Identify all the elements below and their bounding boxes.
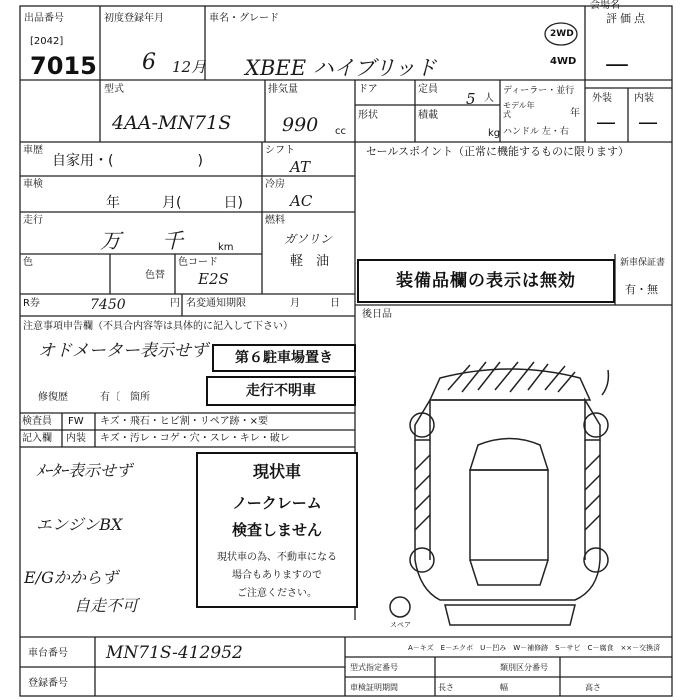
shift-value: AT [290,158,311,176]
status-line-2: ノークレーム [232,494,322,512]
first-reg-month: 12月 [172,58,207,76]
first-reg-year: 6 [142,50,156,75]
interior-tag: 内装 [66,433,86,444]
status-box [196,452,358,608]
car-diagram [390,362,608,625]
mileage-value: 万 千 [100,229,193,253]
inspection-value: 年 月( 日) [106,195,243,211]
dealer-label: ディーラー・並行 [503,86,575,96]
repair-label: 修復歴 [38,392,68,403]
fw-tag: FW [68,416,84,427]
shape-label: 形状 [358,110,378,121]
venue-label: 会場名 [590,0,620,11]
drive-2wd: 2WD [550,29,574,39]
recycle-value: 7450 [90,297,126,313]
not-running-badge: 走行不明車 [206,376,356,406]
recorder-label: 記入欄 [22,433,52,444]
warranty-value: 有・無 [625,283,658,296]
color-label: 色 [23,257,33,268]
reg-label: 登録番号 [28,678,68,689]
lot-label: 出品番号 [24,13,64,24]
mileage-label: 走行 [23,215,43,226]
color-change-label: 色替 [145,270,165,281]
equipment-notice: 装備品欄の表示は無効 [357,259,615,303]
load-label: 積載 [418,110,438,121]
exterior-label: 外装 [592,93,612,104]
status-note-2: 場合もありますので [232,570,322,581]
shift-label: シフト [265,145,295,156]
length-label: 長さ [438,683,454,692]
ac-label: 冷房 [265,179,285,190]
form-label: 型式指定番号 [350,663,398,672]
recycle-label: R券 [23,298,40,309]
exterior-value: — [596,110,616,134]
later-date-label: 後日品 [362,309,392,320]
hw-line-4: 自走不可 [74,596,139,615]
color-code-value: E2S [198,270,229,288]
score-value: — [605,50,629,78]
model-year-label: モデル年式 [503,101,535,119]
chassis-label: 車台番号 [28,648,68,659]
persons-unit: 人 [484,93,494,104]
notes-label: 注意事項申告欄（不具合内容等は具体的に記入して下さい） [23,321,293,332]
km-unit: km [218,242,234,253]
category-label: 類別区分番号 [500,663,548,672]
drive-4wd: 4WD [550,56,577,67]
parking-badge: 第６駐車場置き [212,344,356,372]
cc-unit: cc [335,126,346,137]
displacement-label: 排気量 [268,84,298,95]
year-unit: 年 [570,108,580,119]
lot-number: 7015 [30,52,97,80]
repair-value: 有〔 箇所 [100,392,150,403]
warranty-label: 新車保証書 [620,258,666,268]
fw-legend: キズ・飛石・ヒビ割・リペア跡・×要 [100,416,268,427]
status-note-1: 現状車の為、不動車になる [217,552,337,563]
car-name: XBEE ハイブリッド [245,56,437,80]
kg-unit: kg [488,128,501,139]
hw-line-2: エンジンBX [36,515,123,534]
model-label: 型式 [104,84,124,95]
capacity-label: 定員 [418,84,438,95]
chassis-value: MN71S-412952 [106,643,243,663]
handle-label: ハンドル 左・右 [503,127,569,137]
inspection-label: 車検 [23,179,43,190]
name-change-date: 月 日 [290,298,340,309]
car-name-label: 車名・グレード [209,13,279,24]
lot-code: [2042] [30,36,64,47]
status-note-3: ご注意ください。 [237,588,317,599]
sales-point-label: セールスポイント（正常に機能するものに限ります） [366,145,630,158]
first-reg-label: 初度登録年月 [104,13,164,24]
yen-unit: 円 [170,298,180,309]
interior-legend: キズ・汚レ・コゲ・穴・スレ・キレ・破レ [100,433,290,444]
status-title: 現状車 [252,462,301,481]
history-label: 車歴 [23,145,43,156]
model-value: 4AA-MN71S [112,112,232,134]
hw-line-3: E/Gかからず [24,568,118,587]
cert-label: 車検証明期間 [350,683,398,692]
fuel-gas: ガソリン [284,232,333,246]
door-label: ドア [358,84,378,95]
ac-value: AC [290,192,313,210]
fuel-label: 燃料 [265,215,285,226]
inspector-label: 検査員 [22,416,52,427]
score-label: 評価点 [606,12,648,25]
spare-label: スペア [390,621,411,629]
interior-label: 内装 [634,93,654,104]
history-value: 自家用・( ) [52,153,203,169]
name-change-label: 名変通知期限 [186,298,246,309]
damage-legend: A－キズ E－エクボ U－凹み W－補修跡 S－サビ C－腐食 ××－交換済 [408,644,661,652]
height-label: 高さ [585,683,601,692]
status-line-3: 検査しません [231,521,322,539]
width-label: 幅 [500,683,508,692]
color-code-label: 色コード [178,257,218,268]
capacity-value: 5 [466,90,476,108]
interior-value: — [638,110,658,134]
notes-handwritten: オドメーター表示せず [38,341,208,361]
hw-line-1: ﾒｰﾀｰ表示せず [36,461,133,480]
displacement-value: 990 [282,114,319,136]
fuel-diesel: 軽 油 [290,254,330,269]
